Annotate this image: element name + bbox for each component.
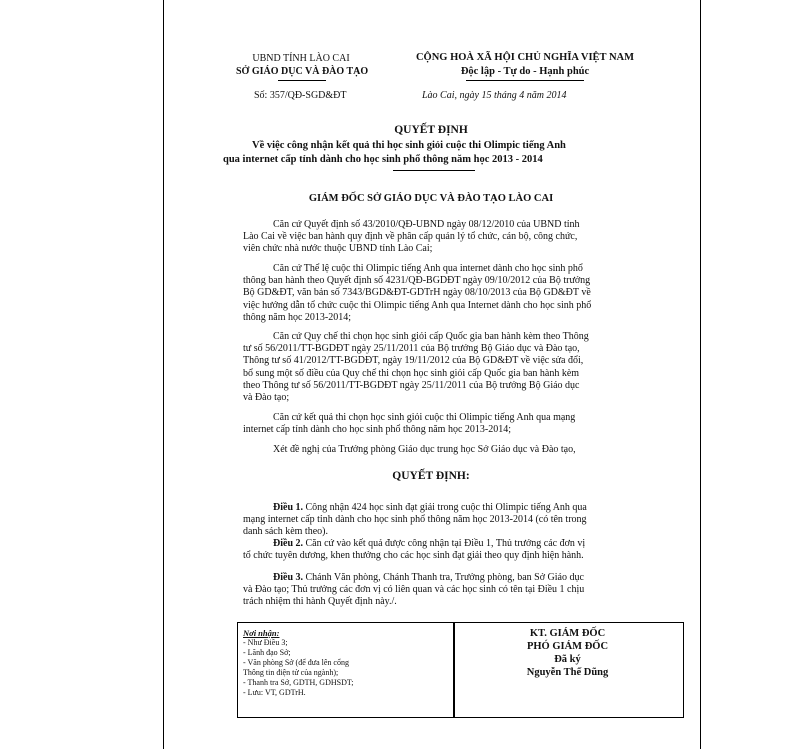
article-1-line1: [243, 502, 640, 514]
preamble-line: và Đào tạo;: [243, 392, 290, 404]
article-2-label: Điều 2.: [273, 538, 303, 549]
preamble-line: Căn cứ Quyết định số 43/2010/QĐ-UBND ngày 08/12/2010 của UBND tỉnh: [273, 219, 580, 230]
subject-underline: [393, 170, 475, 171]
document-number: Số: 357/QĐ-SGD&ĐT: [254, 90, 347, 101]
preamble-line: Căn cứ Thể lệ cuộc thi Olimpic tiếng Anh qua internet dành cho học sinh phổ: [273, 263, 583, 274]
issuing-authority: GIÁM ĐỐC SỞ GIÁO DỤC VÀ ĐÀO TẠO LÀO CAI: [308, 193, 554, 204]
decision-heading: QUYẾT ĐỊNH:: [392, 470, 470, 482]
nation-motto: Độc lập - Tự do - Hạnh phúc: [460, 66, 590, 77]
article-line: danh sách kèm theo).: [243, 526, 328, 538]
org-name-province: UBND TỈNH LÀO CAI: [252, 53, 350, 64]
article-line: tổ chức tuyên dương, khen thưởng cho các học sinh đạt giải theo quy định hiện hành.: [243, 550, 584, 562]
article-3-text: Chánh Văn phòng, Chánh Thanh tra, Trưởng phòng, ban Sở Giáo dục: [303, 572, 584, 583]
preamble-line: bổ sung một số điều của Quy chế thi chọn học sinh giỏi cấp Quốc gia ban hành kèm: [243, 367, 580, 379]
preamble-line: Xét đề nghị của Trưởng phòng Giáo dục trung học Sở Giáo dục và Đào tạo,: [273, 444, 576, 455]
preamble-line: việc hướng dẫn tổ chức cuộc thi Olimpic tiếng Anh qua Internet dành cho học sinh phổ: [243, 299, 592, 311]
recipient-item: - Lãnh đạo Sở;: [243, 648, 291, 657]
preamble-line: Bộ GD&ĐT, văn bản số 7343/BGD&ĐT-GDTrH ngày 08/10/2013 của Bộ GD&ĐT về: [243, 287, 591, 299]
preamble-paragraph-2: [243, 263, 640, 324]
subject-contest-name: thi Olimpic tiếng Anh: [468, 140, 566, 151]
recipients-list: [243, 628, 463, 698]
preamble-line: Lào Cai về việc ban hành quy định về phân cấp quản lý tổ chức, cán bộ, công chức,: [243, 231, 578, 243]
preamble-line: thông năm học 2013-2014;: [243, 311, 352, 323]
org-name-department: SỞ GIÁO DỤC VÀ ĐÀO TẠO: [236, 66, 369, 77]
preamble-line: tư số 56/2011/TT-BGDĐT ngày 25/11/2011 của Bộ trưởng Bộ Giáo dục và Đào tạo,: [243, 343, 580, 355]
preamble-paragraph-3: [243, 331, 640, 404]
nation-title: CỘNG HOÀ XÃ HỘI CHỦ NGHĨA VIỆT NAM: [415, 52, 635, 63]
org-underline: [278, 80, 326, 81]
article-2-line1: [243, 538, 640, 550]
recipient-item: - Như Điều 3;: [243, 638, 288, 647]
preamble-line: viên chức nhà nước thuộc UBND tỉnh Lào Cai;: [243, 243, 433, 255]
article-3-line1: [243, 572, 640, 584]
document-title: QUYẾT ĐỊNH: [394, 124, 468, 136]
preamble-line: theo Thông tư số 56/2011/TT-BGDĐT ngày 25/11/2011 của Bộ trưởng Bộ Giáo dục: [243, 379, 580, 391]
preamble-paragraph-1: [243, 219, 640, 256]
signature-position: PHÓ GIÁM ĐỐC: [526, 641, 609, 652]
article-2-text: Căn cứ vào kết quả được công nhận tại Điều 1, Thủ trưởng các đơn vị: [303, 538, 586, 549]
preamble-line: thông ban hành theo Quyết định số 4231/QĐ-BGDĐT ngày 09/10/2012 của Bộ trưởng: [243, 275, 591, 287]
preamble-line: Thông tư số 41/2012/TT-BGDĐT, ngày 19/11/2012 của Bộ GD&ĐT về việc sửa đổi,: [243, 355, 584, 367]
article-3-label: Điều 3.: [273, 572, 303, 583]
article-line: trách nhiệm thi hành Quyết định này./.: [243, 596, 397, 608]
preamble-line: Căn cứ Quy chế thi chọn học sinh giỏi cấp Quốc gia ban hành kèm theo Thông: [273, 331, 589, 342]
article-3: [243, 572, 640, 609]
signature-title: KT. GIÁM ĐỐC: [529, 628, 606, 639]
recipient-item: - Thanh tra Sở, GDTH, GDHSDT;: [243, 678, 354, 687]
article-1: [243, 502, 640, 539]
recipients-title: Nơi nhận:: [243, 628, 280, 638]
preamble-paragraph-5: [243, 444, 640, 456]
recipient-item: Thông tin điện tử của ngành);: [243, 668, 339, 677]
article-line: mạng internet cấp tỉnh dành cho học sinh phổ thông năm học 2013-2014 (có tên trong: [243, 514, 587, 526]
document-subject-line2: qua internet cấp tỉnh dành cho học sinh phổ thông năm học 2013 - 2014: [223, 154, 543, 165]
article-line: và Đào tạo; Thủ trưởng các đơn vị có liên quan và các học sinh có tên tại Điều 1 chịu: [243, 584, 585, 596]
signature-status: Đã ký: [554, 654, 581, 665]
recipient-item: - Lưu: VT, GDTrH.: [243, 688, 306, 697]
recipient-item: - Văn phòng Sở (để đưa lên cổng: [243, 658, 349, 667]
document-subject-line1: [252, 140, 566, 151]
signer-name: Nguyễn Thế Dũng: [526, 667, 609, 678]
article-1-text: Công nhận 424 học sinh đạt giải trong cuộc thi Olimpic tiếng Anh qua: [303, 502, 587, 513]
article-1-label: Điều 1.: [273, 502, 303, 513]
motto-underline: [466, 80, 584, 81]
signature-block: [455, 627, 680, 679]
preamble-line: Căn cứ kết quả thi chọn học sinh giỏi cuộc thi Olimpic tiếng Anh qua mạng: [273, 412, 576, 423]
preamble-paragraph-4: [243, 412, 640, 436]
place-date: Lào Cai, ngày 15 tháng 4 năm 2014: [422, 90, 567, 101]
article-2: [243, 538, 640, 562]
preamble-line: internet cấp tỉnh dành cho học sinh phổ thông năm học 2013-2014;: [243, 424, 512, 436]
subject-prefix: Về việc công nhận kết quả thi học sinh giỏi cuộc: [252, 140, 469, 151]
